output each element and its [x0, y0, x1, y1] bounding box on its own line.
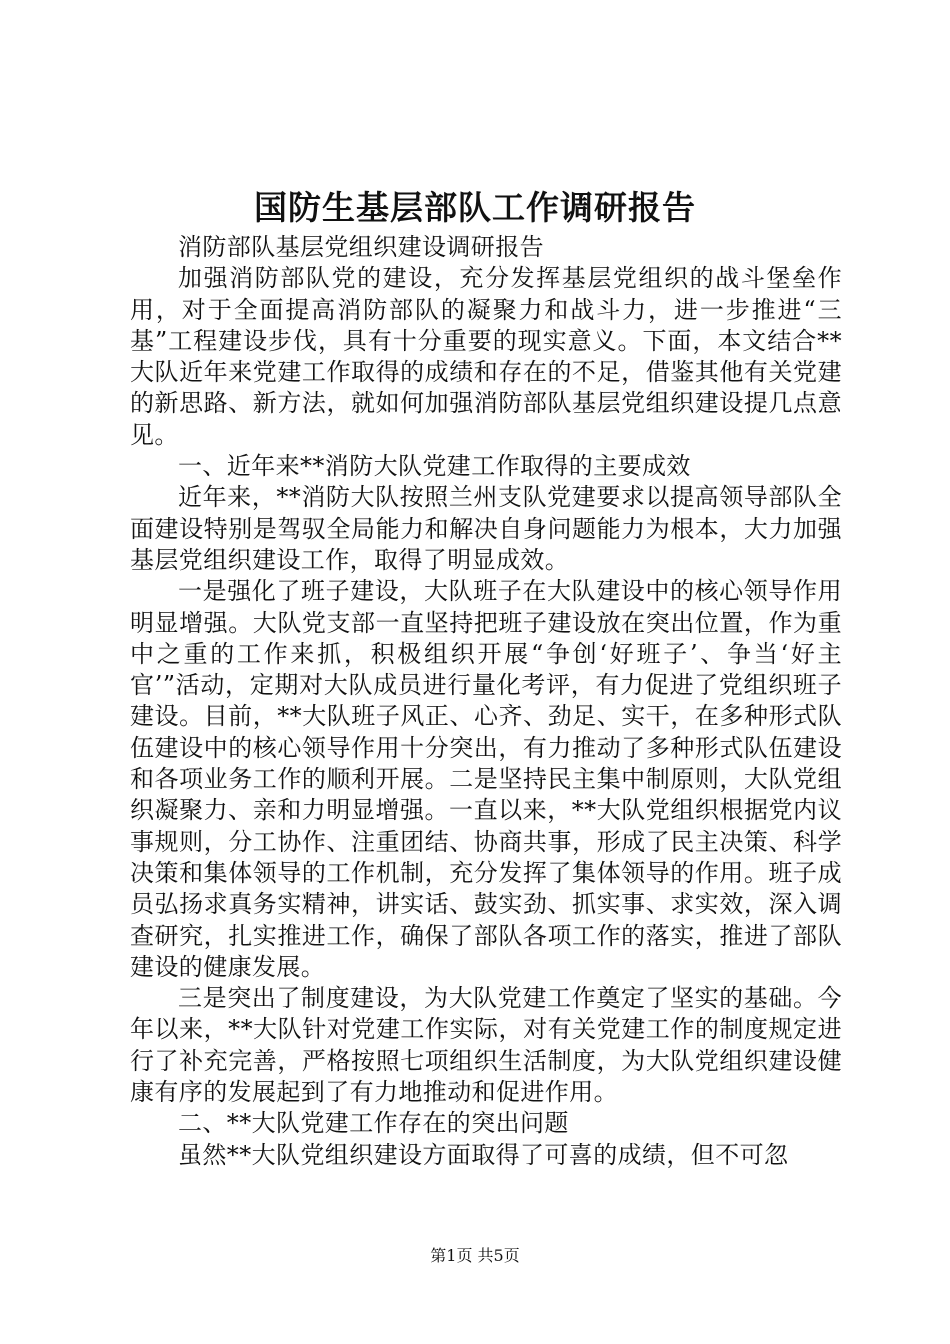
- body-paragraph: 三是突出了制度建设，为大队党建工作奠定了坚实的基础。今年以来，**大队针对党建工作实际，对有关党建工作的制度规定进行了补充完善，严格按照七项组织生活制度，为大队党组织建设健康有序的发展起到了有力地推动和促进作用。: [130, 984, 842, 1107]
- section-heading-1: 一、近年来**消防大队党建工作取得的主要成效: [178, 452, 691, 481]
- subtitle-paragraph: 消防部队基层党组织建设调研报告: [178, 233, 544, 261]
- body-paragraph: 一是强化了班子建设，大队班子在大队建设中的核心领导作用明显增强。大队党支部一直坚持把班子建设放在突出位置，作为重中之重的工作来抓，积极组织开展“争创‘好班子’、争当‘好主官’”活动，定期对大队成员进行量化考评，有力促进了党组织班子建设。目前，**大队班子风正、心齐、劲足、实干，在多种形式队伍建设中的核心领导作用十分突出，有力推动了多种形式队伍建设和各项业务工作的顺利开展。二是坚持民主集中制原则，大队党组织凝聚力、亲和力明显增强。一直以来，**大队党组织根据党内议事规则，分工协作、注重团结、协商共事，形成了民主决策、科学决策和集体领导的工作机制，充分发挥了集体领导的作用。班子成员弘扬求真务实精神，讲实话、鼓实劲、抓实事、求实效，深入调查研究，扎实推进工作，确保了部队各项工作的落实，推进了部队建设的健康发展。: [130, 577, 842, 981]
- intro-paragraph: 加强消防部队党的建设，充分发挥基层党组织的战斗堡垒作用，对于全面提高消防部队的凝聚力和战斗力，进一步推进“三基”工程建设步伐，具有十分重要的现实意义。下面，本文结合**大队近年来党建工作取得的成绩和存在的不足，借鉴其他有关党建的新思路、新方法，就如何加强消防部队基层党组织建设提几点意见。: [130, 264, 842, 449]
- document-title: 国防生基层部队工作调研报告: [254, 188, 696, 227]
- body-paragraph: 虽然**大队党组织建设方面取得了可喜的成绩，但不可忽: [178, 1140, 789, 1169]
- body-paragraph: 近年来，**消防大队按照兰州支队党建要求以提高领导部队全面建设特别是驾驭全局能力和解决自身问题能力为根本，大力加强基层党组织建设工作，取得了明显成效。: [130, 483, 842, 574]
- section-heading-2: 二、**大队党建工作存在的突出问题: [178, 1109, 569, 1138]
- document-body: [130, 232, 842, 1171]
- page-number-footer: 第1页 共5页: [430, 1246, 520, 1265]
